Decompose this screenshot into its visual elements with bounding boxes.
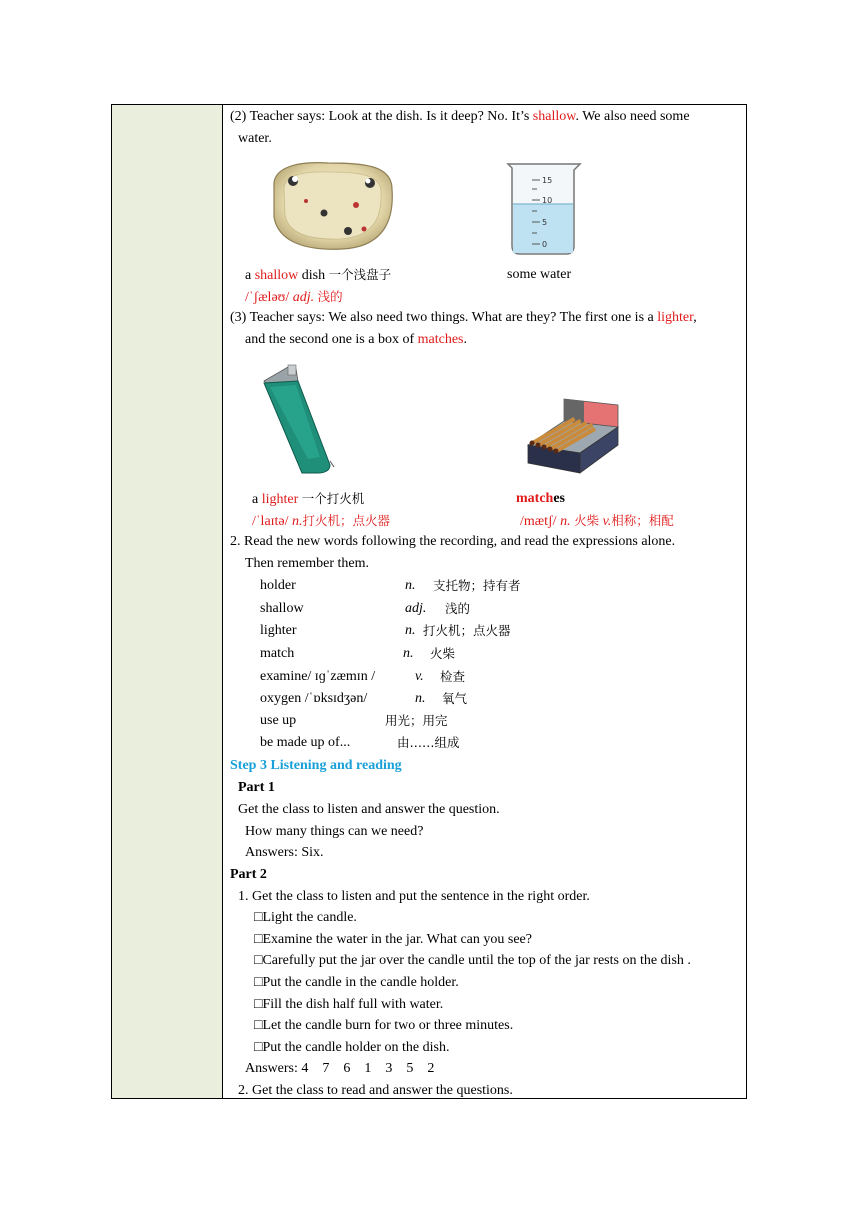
vocab-word: match bbox=[260, 646, 295, 661]
vocab-word: use up bbox=[260, 713, 297, 728]
vocab-meaning: 氧气 bbox=[442, 691, 468, 706]
phonetic-shallow: /ˈʃæləʊ/ adj. 浅的 bbox=[245, 289, 343, 305]
matchbox-image bbox=[514, 397, 624, 479]
lighter-image bbox=[258, 361, 338, 477]
vocab-pos: n. bbox=[405, 623, 416, 638]
order-item: □Put the candle holder on the dish. bbox=[254, 1040, 450, 1055]
left-column-cell bbox=[112, 105, 223, 1098]
order-item: □Light the candle. bbox=[254, 910, 357, 925]
vocab-meaning: 火柴 bbox=[430, 646, 456, 661]
beaker-tick-label: 10 bbox=[542, 196, 553, 205]
caption-lighter: a lighter 一个打火机 bbox=[252, 491, 365, 507]
order-item: □Put the candle in the candle holder. bbox=[254, 975, 459, 990]
part2-read-instruction: 2. Get the class to read and answer the questions. bbox=[238, 1083, 513, 1098]
vocab-meaning: 由……组成 bbox=[397, 735, 460, 750]
vocab-pos: v. bbox=[415, 669, 424, 684]
part2-instruction: 1. Get the class to listen and put the sentence in the right order. bbox=[238, 889, 590, 904]
vocab-meaning: 打火机；点火器 bbox=[423, 623, 511, 638]
water-beaker-image bbox=[502, 160, 586, 256]
vocab-pos: n. bbox=[405, 578, 416, 593]
vocab-word: be made up of... bbox=[260, 735, 351, 750]
part1-question: How many things can we need? bbox=[245, 824, 424, 839]
beaker-tick-label: 5 bbox=[542, 218, 548, 227]
vocab-meaning: 支托物；持有者 bbox=[433, 578, 521, 593]
vocab-word: oxygen /ˈɒksɪdʒən/ bbox=[260, 691, 368, 706]
vocab-intro: 2. Read the new words following the recording, and read the expressions alone. bbox=[230, 534, 676, 549]
order-item: □Examine the water in the jar. What can you see? bbox=[254, 932, 532, 947]
vocab-intro-2: Then remember them. bbox=[245, 556, 370, 571]
teacher-says-shallow: (2) Teacher says: Look at the dish. Is it deep? No. It’s shallow. We also need some bbox=[230, 109, 690, 124]
caption-some-water: some water bbox=[507, 267, 572, 282]
caption-shallow-dish: a shallow dish 一个浅盘子 bbox=[245, 267, 392, 283]
lesson-table bbox=[111, 104, 747, 1099]
step3-heading: Step 3 Listening and reading bbox=[230, 758, 402, 773]
part1-heading: Part 1 bbox=[238, 780, 275, 795]
order-item: □Let the candle burn for two or three minutes. bbox=[254, 1018, 514, 1033]
part2-answers: Answers: 4 7 6 1 3 5 2 bbox=[245, 1061, 435, 1076]
teacher-says-water: water. bbox=[238, 131, 272, 146]
beaker-tick-label: 15 bbox=[542, 176, 553, 185]
vocab-word: shallow bbox=[260, 601, 304, 616]
order-item: □Fill the dish half full with water. bbox=[254, 997, 444, 1012]
part2-heading: Part 2 bbox=[230, 867, 267, 882]
vocab-pos: adj. bbox=[405, 601, 427, 616]
vocab-word: lighter bbox=[260, 623, 297, 638]
beaker-tick-label: 0 bbox=[542, 240, 548, 249]
vocab-meaning: 用光；用完 bbox=[385, 713, 448, 728]
vocab-pos: n. bbox=[415, 691, 426, 706]
phonetic-matches: /mætʃ/ n. 火柴 v.相称；相配 bbox=[520, 513, 674, 529]
vocab-meaning: 检查 bbox=[440, 669, 466, 684]
part1-answer: Answers: Six. bbox=[245, 845, 324, 860]
teacher-says-lighter: (3) Teacher says: We also need two things. What are they? The first one is a lighter, bbox=[230, 310, 697, 325]
vocab-pos: n. bbox=[403, 646, 414, 661]
phonetic-lighter: /ˈlaɪtə/ n.打火机；点火器 bbox=[252, 513, 391, 529]
part1-instruction: Get the class to listen and answer the question. bbox=[238, 802, 500, 817]
vocab-word: holder bbox=[260, 578, 296, 593]
vocab-meaning: 浅的 bbox=[445, 601, 471, 616]
vocab-word: examine/ ɪɡˈzæmɪn / bbox=[260, 669, 376, 684]
teacher-says-matches: and the second one is a box of matches. bbox=[245, 332, 467, 347]
order-item: □Carefully put the jar over the candle until the top of the jar rests on the dish . bbox=[254, 953, 691, 968]
caption-matches: matches bbox=[516, 491, 565, 506]
shallow-dish-image bbox=[268, 157, 398, 253]
